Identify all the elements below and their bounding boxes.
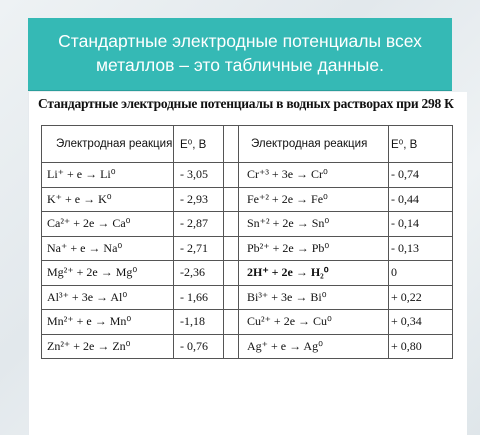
slide-title-line-1: Стандартные электродные потенциалы всех xyxy=(58,31,422,51)
column-gap xyxy=(224,163,239,188)
right-potential-cell: + 0,34 xyxy=(389,310,453,335)
right-reaction-cell: Ag⁺ + e → Ag⁰ xyxy=(239,334,389,359)
right-potential-cell: + 0,22 xyxy=(389,285,453,310)
table-row xyxy=(42,285,453,310)
table-image xyxy=(28,92,467,435)
table-row xyxy=(42,163,453,188)
slide-title-line-2: металлов – это табличные данные. xyxy=(96,55,384,75)
left-potential-cell: -2,36 xyxy=(174,261,224,286)
right-reaction-cell: Bi³⁺ + 3e → Bi⁰ xyxy=(239,285,389,310)
slide-title-banner xyxy=(28,18,452,90)
header-potential-left: E⁰, В xyxy=(174,126,224,163)
left-reaction-cell: Na⁺ + e → Na⁰ xyxy=(42,236,174,261)
left-reaction-cell: K⁺ + e → K⁰ xyxy=(42,187,174,212)
right-reaction-cell: 2H⁺ + 2e → H₂⁰ xyxy=(239,261,389,286)
column-gap xyxy=(224,187,239,212)
table-row xyxy=(42,334,453,359)
column-gap xyxy=(224,310,239,335)
left-potential-cell: - 2,71 xyxy=(174,236,224,261)
left-potential-cell: - 2,87 xyxy=(174,212,224,237)
right-potential-cell: 0 xyxy=(389,261,453,286)
column-gap xyxy=(224,285,239,310)
table-row xyxy=(42,310,453,335)
right-reaction-cell: Sn⁺² + 2e → Sn⁰ xyxy=(239,212,389,237)
table-caption: Стандартные электродные потенциалы в водных растворах при 298 К xyxy=(38,96,454,111)
table-row xyxy=(42,212,453,237)
column-gap xyxy=(224,261,239,286)
left-reaction-cell: Li⁺ + e → Li⁰ xyxy=(42,163,174,188)
left-reaction-cell: Mg²⁺ + 2e → Mg⁰ xyxy=(42,261,174,286)
left-potential-cell: - 3,05 xyxy=(174,163,224,188)
right-potential-cell: - 0,74 xyxy=(389,163,453,188)
left-reaction-cell: Ca²⁺ + 2e → Ca⁰ xyxy=(42,212,174,237)
header-reaction-right: Электродная реакция xyxy=(239,126,389,163)
left-potential-cell: - 2,93 xyxy=(174,187,224,212)
table-row xyxy=(42,187,453,212)
right-reaction-cell: Pb²⁺ + 2e → Pb⁰ xyxy=(239,236,389,261)
right-reaction-cell: Cu²⁺ + 2e → Cu⁰ xyxy=(239,310,389,335)
header-reaction-left: Электродная реакция xyxy=(42,126,174,163)
right-potential-cell: - 0,14 xyxy=(389,212,453,237)
left-potential-cell: - 1,66 xyxy=(174,285,224,310)
right-reaction-cell: Cr⁺³ + 3e → Cr⁰ xyxy=(239,163,389,188)
right-reaction-cell: Fe⁺² + 2e → Fe⁰ xyxy=(239,187,389,212)
left-potential-cell: - 0,76 xyxy=(174,334,224,359)
electrode-potentials-table xyxy=(41,125,453,359)
column-gap xyxy=(224,126,239,163)
column-gap xyxy=(224,334,239,359)
column-gap xyxy=(224,212,239,237)
left-reaction-cell: Al³⁺ + 3e → Al⁰ xyxy=(42,285,174,310)
header-potential-right: E⁰, В xyxy=(389,126,453,163)
table-row xyxy=(42,236,453,261)
left-reaction-cell: Mn²⁺ + e → Mn⁰ xyxy=(42,310,174,335)
left-potential-cell: -1,18 xyxy=(174,310,224,335)
table-header-row xyxy=(42,126,453,163)
right-potential-cell: - 0,13 xyxy=(389,236,453,261)
table-row xyxy=(42,261,453,286)
left-reaction-cell: Zn²⁺ + 2e → Zn⁰ xyxy=(42,334,174,359)
right-potential-cell: + 0,80 xyxy=(389,334,453,359)
column-gap xyxy=(224,236,239,261)
right-potential-cell: - 0,44 xyxy=(389,187,453,212)
